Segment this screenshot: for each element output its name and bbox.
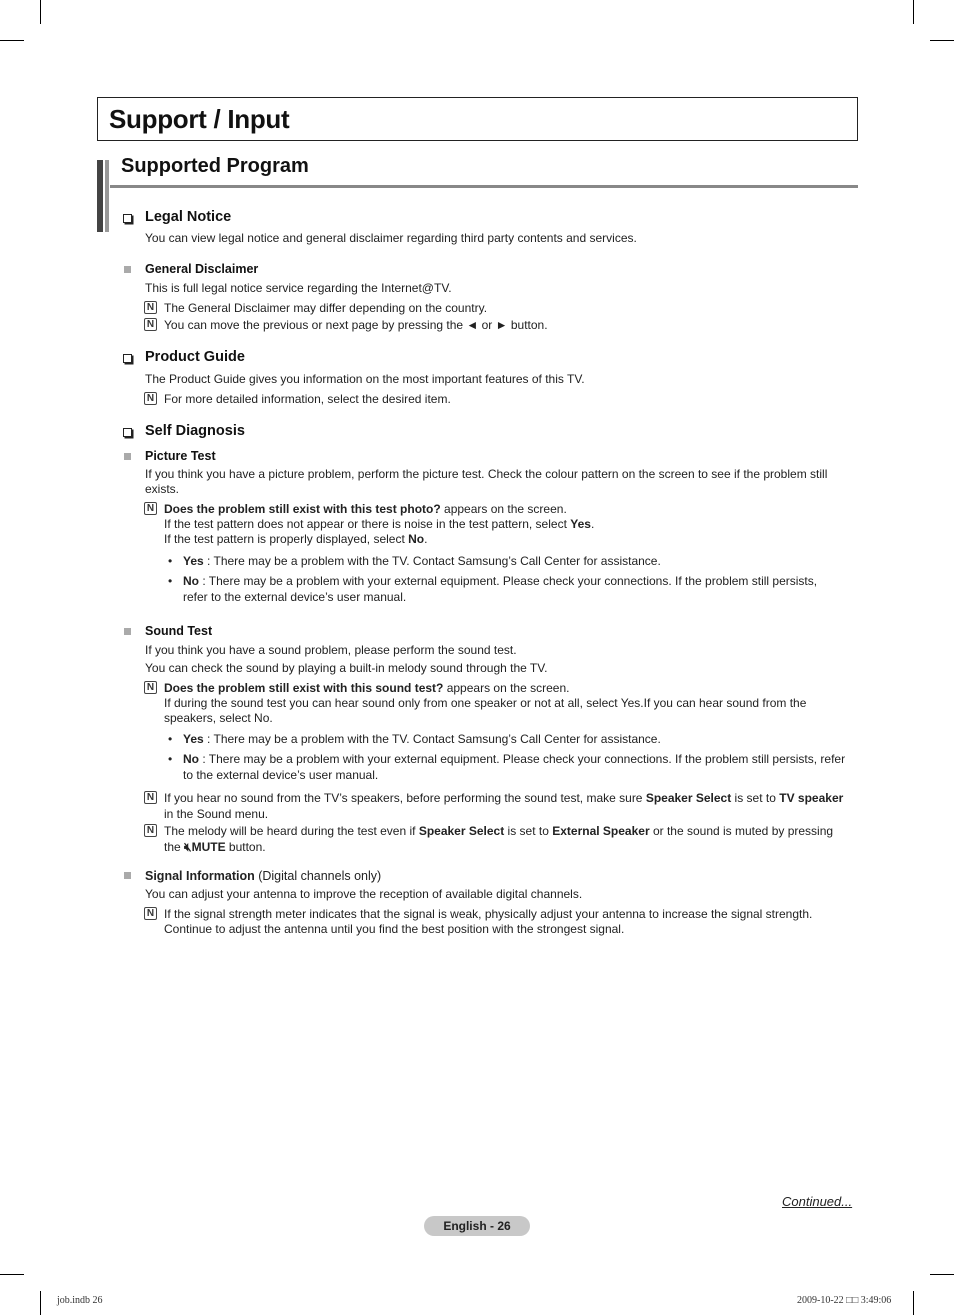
legal-notice-body: You can view legal notice and general disclaimer regarding third party contents and services. (145, 231, 637, 245)
square-bullet-icon (124, 872, 131, 879)
sound-test-note2: in the Sound menu. (164, 807, 269, 821)
crop-mark (0, 40, 24, 41)
product-guide-note: For more detailed information, select the desired item. (164, 392, 451, 406)
signal-information-heading: Signal Information (Digital channels only) (145, 869, 382, 883)
signal-information-body: You can adjust your antenna to improve the reception of available digital channels. (145, 887, 583, 901)
note-icon: N (144, 791, 157, 804)
picture-test-note: If the test pattern does not appear or there is noise in the test pattern, select Yes. (164, 517, 595, 531)
picture-test-body: If you think you have a picture problem, perform the picture test. Check the colour pattern on the screen to see if the problem still (145, 467, 828, 481)
section-divider (110, 185, 858, 188)
section-title: Supported Program (121, 155, 309, 177)
crop-mark (930, 1274, 954, 1275)
general-disclaimer-heading: General Disclaimer (145, 262, 259, 276)
timestamp: 2009-10-22 □□ 3:49:06 (797, 1295, 892, 1306)
picture-test-note: Does the problem still exist with this test photo? appears on the screen. (164, 502, 567, 516)
general-disclaimer-note2: You can move the previous or next page by pressing the ◄ or ► button. (164, 318, 548, 332)
sound-test-heading: Sound Test (145, 624, 213, 638)
sound-test-no: to the external device’s user manual. (183, 768, 379, 782)
sound-test-note3: the 🔇︎MUTE button. (164, 840, 266, 854)
signal-information-note: If the signal strength meter indicates that the signal is weak, physically adjust your antenna to increase the signal strength. (164, 907, 813, 921)
checkbox-bullet-icon (123, 214, 132, 223)
note-icon: N (144, 681, 157, 694)
note-icon: N (144, 301, 157, 314)
bullet-dot: • (168, 554, 173, 568)
note-icon: N (144, 392, 157, 405)
checkbox-bullet-icon (123, 354, 132, 363)
crop-mark (0, 1274, 24, 1275)
sound-test-body: If you think you have a sound problem, please perform the sound test. (145, 643, 517, 657)
self-diagnosis-heading: Self Diagnosis (145, 423, 245, 439)
sound-test-yes: Yes : There may be a problem with the TV. Contact Samsung’s Call Center for assistance. (183, 732, 661, 746)
sound-test-note3: The melody will be heard during the test even if Speaker Select is set to External Speaker or the sound is muted by pressing (164, 824, 834, 838)
sound-test-body: You can check the sound by playing a built-in melody sound through the TV. (145, 661, 548, 675)
continued-label: Continued... (782, 1194, 853, 1209)
page-title-box (97, 97, 858, 141)
general-disclaimer-body: This is full legal notice service regarding the Internet@TV. (145, 281, 452, 295)
picture-test-note: If the test pattern is properly displayed, select No. (164, 532, 428, 546)
picture-test-heading: Picture Test (145, 449, 216, 463)
note-icon: N (144, 824, 157, 837)
picture-test-no: No : There may be a problem with your external equipment. Please check your connections. If the problem still persists, (183, 574, 818, 588)
note-icon: N (144, 502, 157, 515)
product-guide-body: The Product Guide gives you information on the most important features of this TV. (145, 372, 585, 386)
picture-test-no: refer to the external device’s user manual. (183, 590, 407, 604)
checkbox-bullet-icon (123, 428, 132, 437)
legal-notice-heading: Legal Notice (145, 209, 232, 225)
note-icon: N (144, 907, 157, 920)
square-bullet-icon (124, 266, 131, 273)
square-bullet-icon (124, 453, 131, 460)
file-info: job.indb 26 (57, 1295, 103, 1306)
mute-icon: 🔇︎ (184, 840, 192, 854)
signal-information-note: Continue to adjust the antenna until you find the best position with the strongest signal. (164, 922, 625, 936)
crop-mark (930, 40, 954, 41)
crop-mark (40, 0, 41, 24)
crop-mark (40, 1291, 41, 1315)
product-guide-heading: Product Guide (145, 349, 245, 365)
sound-test-note2: If you hear no sound from the TV’s speakers, before performing the sound test, make sure Speaker Select is set to TV speaker (164, 791, 844, 805)
sound-test-note: speakers, select No. (164, 711, 273, 725)
square-bullet-icon (124, 628, 131, 635)
page-title: Support / Input (109, 104, 290, 134)
picture-test-body: exists. (145, 482, 180, 496)
bullet-dot: • (168, 732, 173, 746)
bullet-dot: • (168, 574, 173, 588)
picture-test-yes: Yes : There may be a problem with the TV. Contact Samsung’s Call Center for assistance. (183, 554, 661, 568)
sound-test-no: No : There may be a problem with your external equipment. Please check your connections. If the problem still persists, refer (183, 752, 846, 766)
page-number-badge: English - 26 (424, 1216, 530, 1236)
crop-mark (913, 0, 914, 24)
bullet-dot: • (168, 752, 173, 766)
crop-mark (913, 1291, 914, 1315)
section-marker (97, 160, 110, 232)
sound-test-note: Does the problem still exist with this sound test? appears on the screen. (164, 681, 570, 695)
general-disclaimer-note1: The General Disclaimer may differ depending on the country. (164, 301, 488, 315)
sound-test-note: If during the sound test you can hear sound only from one speaker or not at all, select Yes.If you can hear sound from the (164, 696, 807, 710)
note-icon: N (144, 318, 157, 331)
